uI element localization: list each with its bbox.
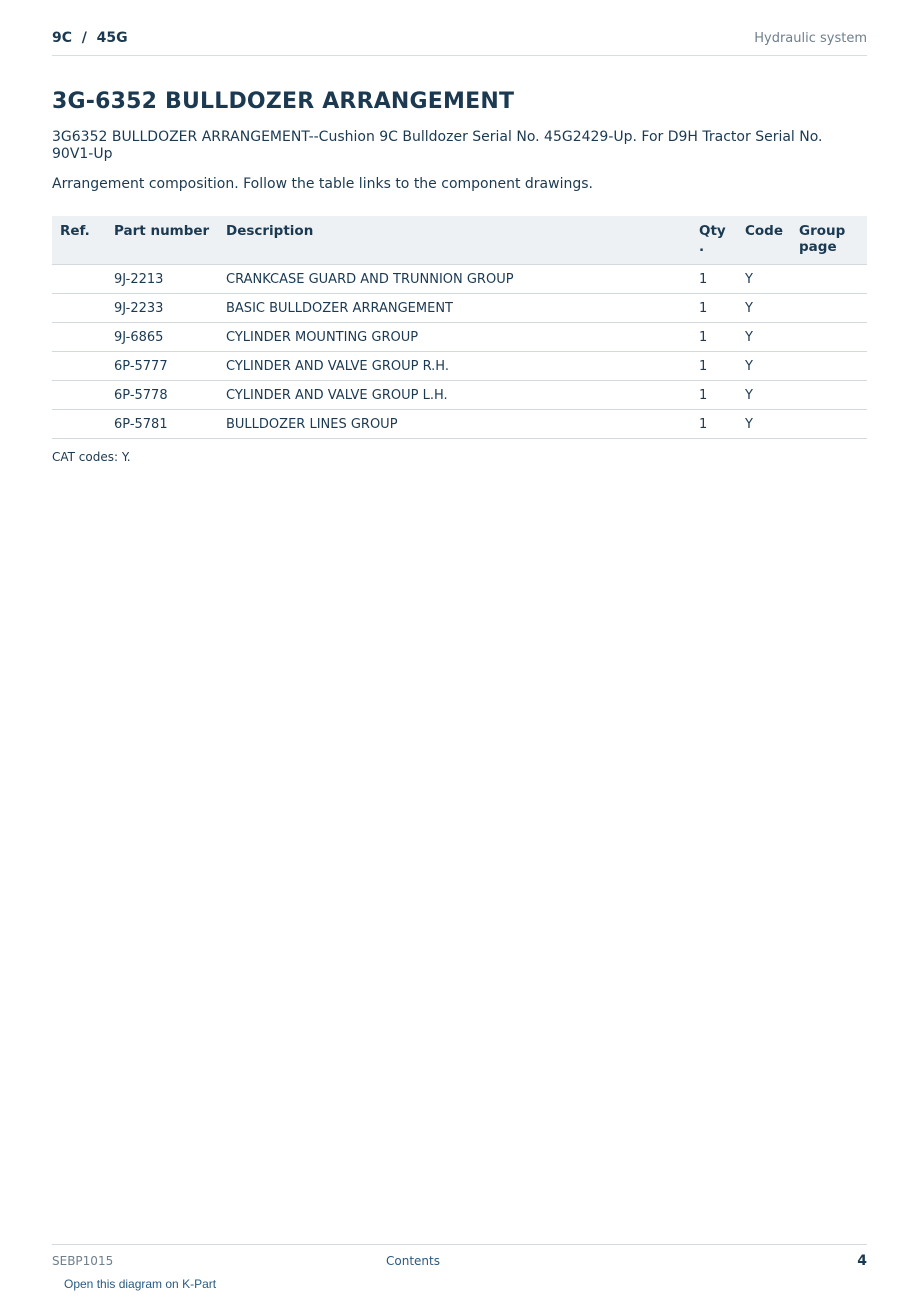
row-part-number[interactable]: 6P-5778 [106, 381, 218, 410]
row-group-page [791, 265, 867, 294]
row-code: Y [737, 381, 791, 410]
parts-table-header [52, 216, 867, 265]
page-number: 4 [857, 1253, 867, 1269]
parts-table-body [52, 265, 867, 439]
row-part-number[interactable]: 6P-5777 [106, 352, 218, 381]
row-ref [52, 352, 106, 381]
row-group-page [791, 352, 867, 381]
page-header [52, 28, 867, 56]
row-ref [52, 381, 106, 410]
row-part-number[interactable]: 9J-2213 [106, 265, 218, 294]
row-qty: 1 [691, 323, 737, 352]
column-header-description: Description [218, 216, 691, 265]
row-description[interactable]: CYLINDER AND VALVE GROUP R.H. [218, 352, 691, 381]
page-title: 3G-6352 BULLDOZER ARRANGEMENT [52, 89, 515, 114]
page-footer [52, 1244, 867, 1275]
row-description[interactable]: CYLINDER MOUNTING GROUP [218, 323, 691, 352]
row-part-number[interactable]: 6P-5781 [106, 410, 218, 439]
row-code: Y [737, 352, 791, 381]
row-group-page [791, 410, 867, 439]
table-row[interactable] [52, 294, 867, 323]
row-description[interactable]: BASIC BULLDOZER ARRANGEMENT [218, 294, 691, 323]
row-group-page [791, 381, 867, 410]
intro-text: Arrangement composition. Follow the table links to the component drawings. [52, 176, 593, 192]
column-header-qty: Qty . [691, 216, 737, 265]
column-header-ref: Ref. [52, 216, 106, 265]
row-code: Y [737, 323, 791, 352]
section-label: Hydraulic system [754, 31, 867, 46]
row-qty: 1 [691, 294, 737, 323]
parts-table [52, 216, 867, 439]
column-header-code: Code [737, 216, 791, 265]
kpart-diagram-link[interactable]: Open this diagram on K-Part [64, 1277, 217, 1291]
table-row[interactable] [52, 265, 867, 294]
row-ref [52, 265, 106, 294]
model-label: 9C / 45G [52, 30, 128, 46]
row-qty: 1 [691, 381, 737, 410]
arrangement-subtitle: 3G6352 BULLDOZER ARRANGEMENT--Cushion 9C Bulldozer Serial No. 45G2429-Up. For D9H Tractor Serial No. 90V1-Up [52, 129, 823, 162]
column-header-part-number: Part number [106, 216, 218, 265]
table-row[interactable] [52, 381, 867, 410]
document-id: SEBP1015 [52, 1254, 114, 1268]
row-code: Y [737, 265, 791, 294]
row-ref [52, 323, 106, 352]
row-code: Y [737, 294, 791, 323]
table-row[interactable] [52, 352, 867, 381]
row-description[interactable]: CRANKCASE GUARD AND TRUNNION GROUP [218, 265, 691, 294]
table-row[interactable] [52, 323, 867, 352]
row-code: Y [737, 410, 791, 439]
row-qty: 1 [691, 410, 737, 439]
row-description[interactable]: BULLDOZER LINES GROUP [218, 410, 691, 439]
row-qty: 1 [691, 265, 737, 294]
row-ref [52, 410, 106, 439]
row-ref [52, 294, 106, 323]
column-header-group-page: Group page [791, 216, 867, 265]
cat-codes-note: CAT codes: Y. [52, 450, 131, 464]
row-part-number[interactable]: 9J-2233 [106, 294, 218, 323]
row-qty: 1 [691, 352, 737, 381]
row-description[interactable]: CYLINDER AND VALVE GROUP L.H. [218, 381, 691, 410]
row-part-number[interactable]: 9J-6865 [106, 323, 218, 352]
row-group-page [791, 323, 867, 352]
table-row[interactable] [52, 410, 867, 439]
contents-link[interactable]: Contents [386, 1254, 440, 1268]
row-group-page [791, 294, 867, 323]
